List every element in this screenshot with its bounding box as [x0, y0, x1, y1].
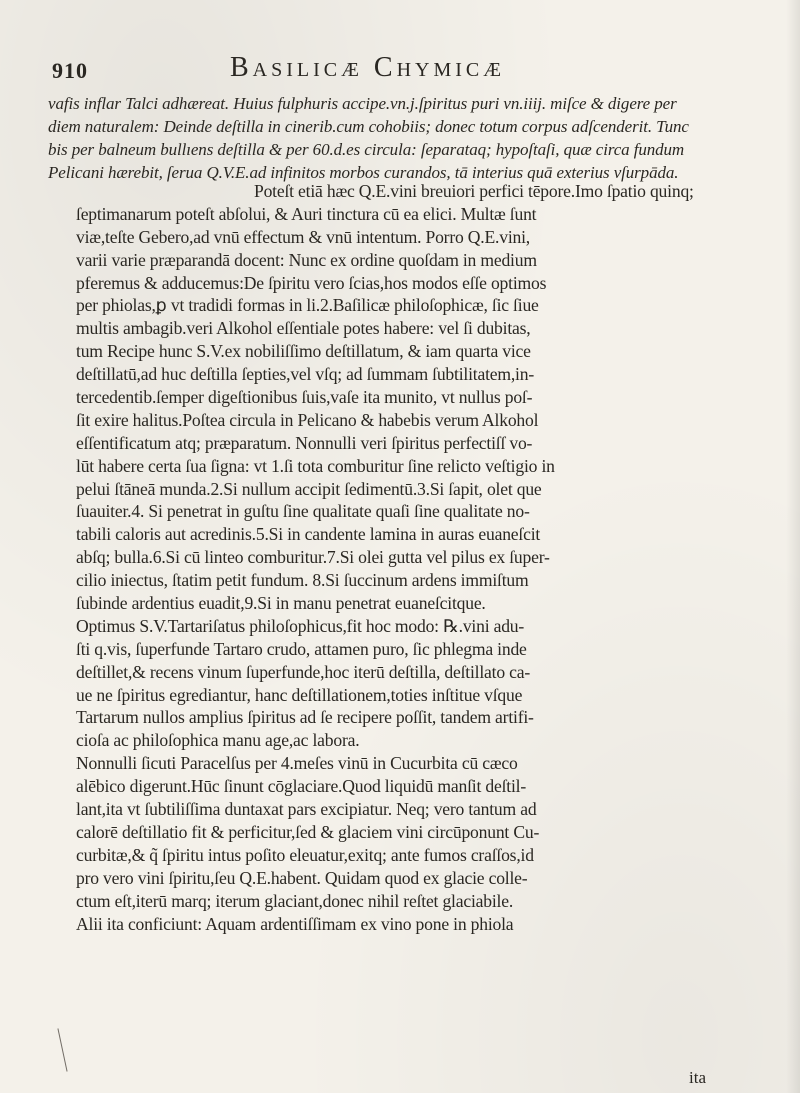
body-text	[76, 180, 746, 935]
italic-paragraph	[48, 92, 748, 184]
body-line: ſubinde ardentius euadit,9.Si in manu penetrat euaneſcitque.	[76, 593, 486, 614]
body-line: multis ambagib.veri Alkohol eſſentiale potes habere: vel ſi dubitas,	[76, 318, 531, 339]
body-line: ctum eſt,iterū marq; iterum glaciant,donec nihil reſtet glaciabile.	[76, 890, 514, 911]
body-line: varii varie præparandā docent: Nunc ex ordine quoſdam in medium	[76, 249, 537, 270]
body-line: tercedentib.ſemper digeſtionibus ſuis,vaſe ita munito, vt nullus poſ-	[76, 387, 533, 408]
body-line: deſtillet,& recens vinum ſuperfunde,hoc iterū deſtilla, deſtillato ca-	[76, 661, 531, 682]
body-line: cilio iniectus, ſtatim petit fundum. 8.Si ſuccinum ardens immiſtum	[76, 570, 529, 591]
body-line: pro vero vini ſpiritu,ſeu Q.E.habent. Quidam quod ex glacie colle-	[76, 867, 528, 888]
body-line: viæ,teſte Gebero,ad vnū effectum & vnū intentum. Porro Q.E.vini,	[76, 226, 530, 247]
body-line: calorē deſtillatio fit & perficitur,ſed & glaciem vini circūponunt Cu-	[76, 821, 540, 842]
body-line: ſit exire halitus.Poſtea circula in Pelicano & habebis verum Alkohol	[76, 409, 539, 430]
body-line: Optimus S.V.Tartariſatus philoſophicus,fit hoc modo: ℞.vini adu-	[76, 615, 525, 636]
page-edge-shadow	[786, 0, 800, 1093]
body-line: curbitæ,& q̃ ſpiritu intus poſito eleuatur,exitq; ante fumos craſſos,id	[76, 844, 534, 865]
body-line: tabili caloris aut acredinis.5.Si in candente lamina in auras euaneſcit	[76, 524, 541, 545]
body-line: tum Recipe hunc S.V.ex nobiliſſimo deſtillatum, & iam quarta vice	[76, 341, 531, 362]
italic-line: vafis inflar Talci adhæreat. Huius fulphuris accipe.vn.j.ſpiritus puri vn.iiij. miſce & digere per	[48, 94, 677, 113]
body-line: Tartarum nullos amplius ſpiritus ad ſe recipere poſſit, tandem artifi-	[76, 707, 534, 728]
body-line: eſſentificatum atq; præparatum. Nonnulli veri ſpiritus perfectiſſ vo-	[76, 432, 533, 453]
running-title: Basilicæ Chymicæ	[230, 52, 506, 83]
body-line: Nonnulli ſicuti Paracelſus per 4.meſes vinū in Cucurbita cū cæco	[76, 753, 518, 774]
margin-pen-mark	[57, 1028, 67, 1071]
body-line: lūt habere certa ſua ſigna: vt 1.ſi tota comburitur ſine relicto veſtigio in	[76, 455, 555, 476]
body-line: alēbico digerunt.Hūc ſinunt cōglaciare.Quod liquidū manſit deſtil-	[76, 776, 526, 797]
italic-line: diem naturalem: Deinde deſtilla in cinerib.cum cohobiis; donec totum corpus adſcenderit. Tunc	[48, 117, 689, 136]
body-line: deſtillatū,ad huc deſtilla ſepties,vel vſq; ad ſummam ſubtilitatem,in-	[76, 364, 534, 385]
body-line: per phiolas,ꝑ vt tradidi formas in li.2.Baſilicæ philoſophicæ, ſic ſiue	[76, 295, 539, 316]
body-line: ſuauiter.4. Si penetrat in guſtu ſine qualitate quaſi ſine qualitate no-	[76, 501, 530, 522]
body-line: lant,ita vt ſubtiliſſima duntaxat pars excipiatur. Neq; vero tantum ad	[76, 799, 537, 820]
body-line: cioſa ac philoſophica manu age,ac labora.	[76, 730, 360, 751]
body-line: Poteſt etiā hæc Q.E.vini breuiori perfici tēpore.Imo ſpatio quinq;	[254, 181, 694, 201]
catchword: ita	[689, 1068, 706, 1087]
italic-line: bis per balneum bullıens deſtilla & per 60.d.es circula: ſeparataq; hypoſtaſi, quæ circa fundum	[48, 140, 685, 159]
body-line: pelui ſtāneā munda.2.Si nullum accipit ſedimentū.3.Si ſapit, olet que	[76, 478, 542, 499]
body-line: Alii ita conficiunt: Aquam ardentiſſimam ex vino pone in phiola	[76, 913, 514, 934]
body-line: ue ne ſpiritus egrediantur, hanc deſtillationem,toties inſtitue vſque	[76, 684, 523, 705]
body-line: ſti q.vis, ſuperfunde Tartaro crudo, attamen puro, ſic phlegma inde	[76, 638, 527, 659]
body-line: ſeptimanarum poteſt abſolui, & Auri tinctura cū ea elici. Multæ ſunt	[76, 203, 537, 224]
body-line: pferemus & adducemus:De ſpiritu vero ſcias,hos modos eſſe optimos	[76, 272, 547, 293]
page-number: 910	[52, 58, 88, 83]
italic-line: Pelicani hærebit, ſerua Q.V.E.ad infinitos morbos curandos, tā interius quā exterius vſurpāda.	[48, 163, 679, 182]
running-head	[52, 52, 752, 86]
body-line: abſq; bulla.6.Si cū linteo comburitur.7.Si olei gutta vel pilus ex ſuper-	[76, 547, 550, 568]
